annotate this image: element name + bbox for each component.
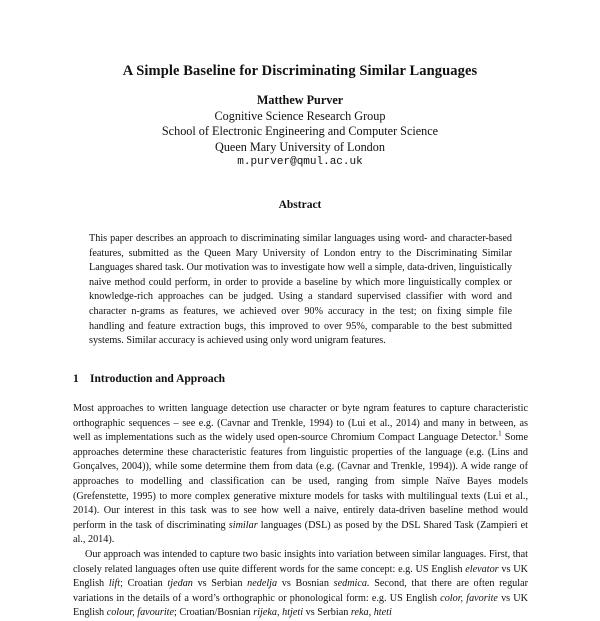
author-name: Matthew Purver (256, 93, 344, 107)
p2-example-8: rijeka, htjeti (253, 607, 304, 619)
paper-title: A Simple Baseline for Discriminating Similar Languages (122, 63, 478, 79)
p2-example-9: reka, hteti (350, 607, 392, 619)
p2-example-7: colour, favourite (106, 607, 175, 619)
p2-example-4: nedelja (247, 578, 278, 590)
section-number: 1 (73, 373, 79, 385)
p2-text-7: vs UK English (73, 592, 529, 619)
affiliation-university: Queen Mary University of London (215, 139, 385, 154)
section-title: Introduction and Approach (90, 373, 226, 385)
affiliation-group: Cognitive Science Research Group (214, 108, 386, 123)
p1-emphasis: similar (228, 519, 258, 531)
footnote-marker: 1 (498, 429, 502, 438)
p2-text-2: vs UK English (73, 563, 528, 590)
p2-text-1: Our approach was intended to capture two basic insights into variation between similar languages. First, that closely related languages often use quite different words for the same concept: e.g. US English (73, 549, 528, 575)
abstract-heading: Abstract (278, 199, 322, 211)
p1-text-a: Most approaches to written language detection use character or byte ngram features to capture characteristic orthographic sequences – see e.g. (Cavnar and Trenkle, 1994) to (Lui et al., 2014) and many in between, as well as implementations such as the widely used open-source Chromium Compact Language Detector. (73, 403, 528, 444)
p2-text-3: ; Croatian (120, 578, 168, 590)
p2-example-5: sedmica. (333, 578, 370, 590)
body-paragraph-1 (73, 402, 528, 548)
affiliation-school: School of Electronic Engineering and Computer Science (161, 124, 439, 138)
p2-text-8: ; Croatian/Bosnian (174, 607, 254, 619)
p2-text-4: vs Serbian (192, 578, 248, 590)
author-block (0, 93, 600, 171)
p2-example-2: lift (108, 578, 121, 590)
p2-text-5: vs Bosnian (277, 578, 334, 590)
author-email: m.purver@qmul.ac.uk (237, 156, 363, 168)
p2-example-3: tjedan (167, 578, 193, 590)
p2-text-9: vs Serbian (303, 607, 351, 619)
p2-example-6: color, favorite (440, 592, 498, 604)
p2-example-1: elevator (465, 563, 499, 575)
abstract-text: This paper describes an approach to discriminating similar languages using word- and character-based features, submitted as the Queen Mary University of London entry to the Discriminating Similar Languages shared task. Our motivation was to investigate how well a simple, data-driven, linguistically naive method could perform, in order to provide a baseline by which more linguistically complex or knowledge-rich approaches can be judged. Using a standard supervised classifier with word and character n-grams as features, we achieved over 90% accuracy in the test; on fixing simple file handling and feature extraction bugs, this improved to over 95%, comparable to the best submitted systems. Similar accuracy is achieved using only word unigram features. (89, 233, 512, 347)
body-paragraph-2 (73, 548, 528, 621)
section-heading (73, 373, 225, 385)
p1-text-b: Some approaches determine these characteristic features from linguistic properties of the language (e.g. (Lins and Gonçalves, 2004)), while some determine them from data (e.g. (Cavnar and Trenkle, 1994)). A wide range of approaches to modelling and classification can be used, ranging from simple Naïve Bayes models (Grefenstette, 1995) to more complex generative mixture models for tasks with multilingual texts (Lui et al., 2014). Our interest in this task was to see how well a naive, entirely data-driven baseline method would perform in the task of discriminating (73, 432, 528, 531)
p2-text-6: Second, that there are often regular variations in the details of a word’s orthographic or phonological form: e.g. US English (73, 578, 529, 604)
p1-text-c: languages (DSL) as posed by the DSL Shared Task (Zampieri et al., 2014). (73, 519, 528, 546)
